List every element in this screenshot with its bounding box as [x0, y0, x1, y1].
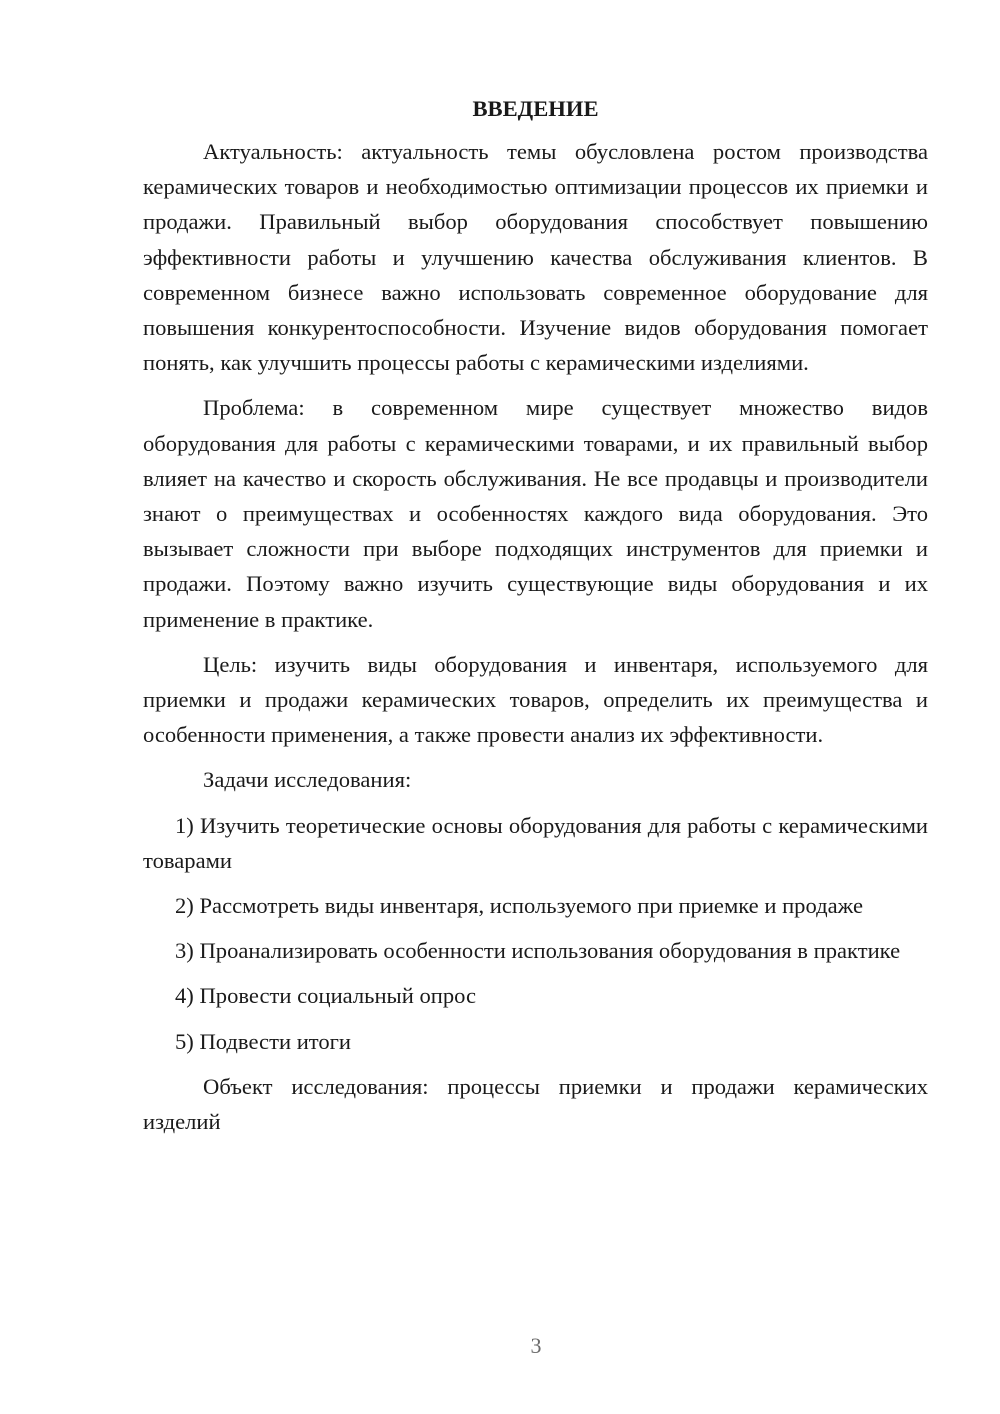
task-item: 2) Рассмотреть виды инвентаря, используемого при приемке и продаже — [175, 893, 863, 919]
document-page — [143, 90, 928, 1149]
task-item: 3) Проанализировать особенности использования оборудования в практике — [175, 938, 901, 964]
tasks-list — [143, 808, 928, 1059]
section-title: ВВЕДЕНИЕ — [472, 96, 599, 121]
goal-paragraph: Цель: изучить виды оборудования и инвентаря, используемого для приемки и продажи керамических товаров, определить их преимущества и особенности применения, а также провести анализ их эффективности. — [143, 651, 928, 748]
object-paragraph: Объект исследования: процессы приемки и продажи керамических изделий — [143, 1073, 928, 1135]
relevance-paragraph: Актуальность: актуальность темы обусловлена ростом производства керамических товаров и необходимостью оптимизации процессов их приемки и продажи. Правильный выбор оборудования способствует повышению эффективности работы и улучшению качества обслуживания клиентов. В современном бизнесе важно использовать современное оборудование для повышения конкурентоспособности. Изучение видов оборудования помогает понять, как улучшить процессы работы с керамическими изделиями. — [143, 139, 928, 376]
task-item: 5) Подвести итоги — [175, 1028, 352, 1054]
task-item: 1) Изучить теоретические основы оборудования для работы с керамическими товарами — [143, 812, 928, 873]
tasks-heading: Задачи исследования: — [203, 767, 412, 793]
page-number: 3 — [530, 1333, 542, 1358]
problem-paragraph: Проблема: в современном мире существует множество видов оборудования для работы с керамическими товарами, и их правильный выбор влияет на качество и скорость обслуживания. Не все продавцы и производители знают о преимуществах и особенностях каждого вида оборудования. Это вызывает сложности при выборе подходящих инструментов для приемки и продажи. Поэтому важно изучить существующие виды оборудования и их применение в практике. — [143, 395, 928, 632]
task-item: 4) Провести социальный опрос — [175, 983, 477, 1009]
